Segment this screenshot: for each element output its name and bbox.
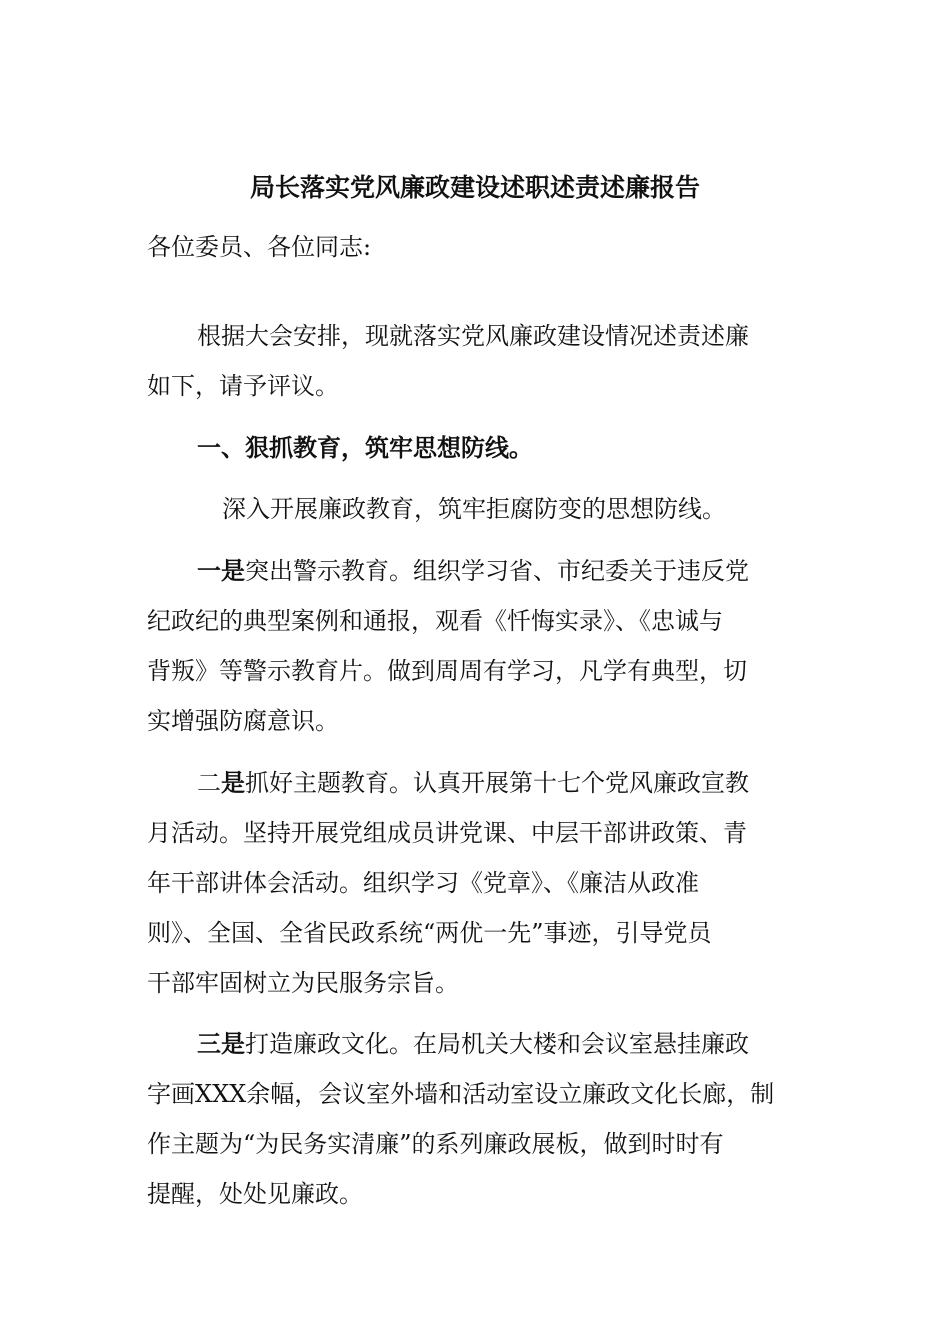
para3-line-4: 提醒，处处见廉政。	[147, 1180, 363, 1208]
para1-marker: 一是	[197, 556, 245, 585]
para3-line-2: 字画XXX余幅，会议室外墙和活动室设立廉政文化长廊，制	[147, 1080, 775, 1108]
para2-line-5: 干部牢固树立为民服务宗旨。	[147, 969, 459, 997]
para1-text: 突出警示教育。组织学习省、市纪委关于违反党	[245, 557, 749, 585]
para3-text: 打造廉政文化。在局机关大楼和会议室悬挂廉政	[245, 1030, 749, 1058]
para1-line-4: 实增强防腐意识。	[147, 707, 339, 735]
para2-marker-prefix: 二	[197, 769, 221, 797]
intro-line-2: 如下，请予评议。	[147, 372, 339, 400]
para1-line-2: 纪政纪的典型案例和通报，观看《忏悔实录》、《忠诚与	[147, 607, 723, 635]
para2-marker-bold: 是	[221, 768, 245, 797]
document-title: 局长落实党风廉政建设述职述责述廉报告	[249, 173, 700, 202]
para2-line-4: 则》、全国、全省民政系统“两优一先”事迹，引导党员	[147, 919, 712, 947]
section-heading: 一、狠抓教育，筑牢思想防线。	[197, 433, 533, 462]
para2-line-2: 月活动。坚持开展党组成员讲党课、中层干部讲政策、青	[147, 819, 747, 847]
para1-line-1	[197, 553, 749, 589]
para3-line-3: 作主题为“为民务实清廉”的系列廉政展板，做到时时有	[147, 1130, 724, 1158]
para2-text: 抓好主题教育。认真开展第十七个党风廉政宣教	[245, 769, 749, 797]
para3-marker: 三是	[197, 1029, 245, 1058]
para2-line-3: 年干部讲体会活动。组织学习《党章》、《廉洁从政准	[147, 869, 699, 897]
para3-line-1	[197, 1026, 749, 1062]
para1-line-3: 背叛》等警示教育片。做到周周有学习，凡学有典型，切	[147, 657, 747, 685]
intro-line-1: 根据大会安排，现就落实党风廉政建设情况述责述廉	[197, 322, 749, 350]
para2-line-1	[197, 765, 749, 801]
salutation: 各位委员、各位同志:	[147, 233, 372, 261]
section-lead: 深入开展廉政教育，筑牢拒腐防变的思想防线。	[222, 495, 726, 523]
